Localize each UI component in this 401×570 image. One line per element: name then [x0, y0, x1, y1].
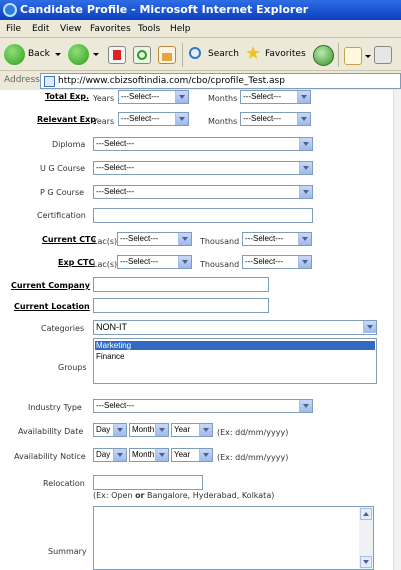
exp-ctc-thousand-select[interactable]: ---Select--- [242, 255, 312, 269]
ug-course-label: U G Course [40, 164, 86, 173]
chevron-down-icon [113, 424, 126, 436]
ug-course-select[interactable]: ---Select--- [93, 161, 313, 175]
search-label: Search [208, 49, 239, 59]
chevron-down-icon [299, 186, 312, 198]
back-label: Back [28, 49, 50, 59]
stop-icon[interactable] [108, 46, 126, 64]
back-arrow-icon [4, 44, 25, 65]
total-exp-months-label: Months [208, 94, 238, 103]
candidate-profile-form [0, 90, 401, 570]
chevron-down-icon [297, 91, 310, 103]
availability-date-year-select[interactable]: Year [171, 423, 213, 437]
menu-view[interactable]: View [60, 24, 82, 34]
chevron-down-icon [199, 424, 212, 436]
chevron-down-icon [299, 162, 312, 174]
forward-arrow-icon [68, 44, 89, 65]
industry-type-label: Industry Type [28, 403, 82, 412]
diploma-label: Diploma [52, 140, 86, 149]
address-input[interactable] [40, 73, 401, 89]
current-ctc-thousand-select[interactable]: ---Select--- [242, 232, 312, 246]
relevant-exp-label: Relevant Exp [37, 115, 97, 124]
chevron-down-icon [178, 233, 191, 245]
industry-type-select[interactable]: ---Select--- [93, 399, 313, 413]
scroll-down-icon[interactable] [360, 556, 372, 568]
favorites-star-icon: ★ [245, 43, 262, 64]
mail-icon[interactable] [344, 47, 362, 65]
chevron-down-icon [298, 233, 311, 245]
chevron-down-icon [363, 321, 376, 333]
chevron-down-icon [298, 256, 311, 268]
toolbar [0, 38, 401, 71]
back-button[interactable] [4, 44, 64, 66]
chevron-down-icon [299, 138, 312, 150]
certification-input[interactable] [93, 208, 313, 223]
availability-date-day-select[interactable]: Day [93, 423, 127, 437]
total-exp-years-label: Years [93, 94, 115, 103]
address-label: Address [4, 75, 40, 85]
address-bar [0, 71, 401, 90]
forward-button[interactable] [68, 44, 98, 66]
summary-scrollbar[interactable] [359, 507, 373, 569]
menu-help[interactable]: Help [170, 24, 191, 34]
exp-ctc-lacs-label: Lac(s) [93, 260, 118, 269]
relevant-exp-months-label: Months [208, 117, 238, 126]
diploma-select[interactable]: ---Select--- [93, 137, 313, 151]
favorites-label: Favorites [265, 49, 306, 59]
scroll-up-icon[interactable] [360, 508, 372, 520]
menu-tools[interactable]: Tools [138, 24, 161, 34]
current-location-label: Current Location [14, 302, 90, 311]
chevron-down-icon [113, 449, 126, 461]
title-bar [0, 0, 401, 20]
page-scrollbar[interactable] [393, 90, 401, 570]
availability-notice-year-select[interactable]: Year [171, 448, 213, 462]
total-exp-months-select[interactable]: ---Select--- [240, 90, 311, 104]
internet-explorer-icon [3, 3, 17, 17]
exp-ctc-thousand-label: Thousand [200, 260, 240, 269]
summary-label: Summary [48, 547, 87, 556]
mail-dropdown-icon[interactable] [365, 55, 371, 58]
address-url: http://www.cbizsoftindia.com/cbo/cprofile_Test.asp [58, 76, 285, 86]
pg-course-select[interactable]: ---Select--- [93, 185, 313, 199]
current-ctc-lacs-select[interactable]: ---Select--- [117, 232, 192, 246]
pg-course-label: P G Course [40, 188, 85, 197]
summary-textarea[interactable] [93, 506, 374, 570]
chevron-down-icon [199, 449, 212, 461]
availability-notice-hint: (Ex: dd/mm/yyyy) [217, 453, 289, 462]
availability-notice-label: Availability Notice [14, 452, 86, 461]
groups-option-marketing[interactable]: Marketing [95, 341, 375, 350]
certification-label: Certification [37, 211, 86, 220]
current-ctc-thousand-label: Thousand [200, 237, 240, 246]
menu-favorites[interactable]: Favorites [90, 24, 131, 34]
home-icon[interactable] [158, 46, 176, 64]
back-dropdown-icon[interactable] [55, 53, 61, 56]
current-ctc-lacs-label: Lac(s) [93, 237, 118, 246]
chevron-down-icon [155, 449, 168, 461]
chevron-down-icon [175, 91, 188, 103]
current-company-input[interactable] [93, 277, 269, 292]
total-exp-label: Total Exp. [45, 92, 90, 101]
relocation-hint: (Ex: Open or Bangalore, Hyderabad, Kolkata) [93, 491, 275, 500]
chevron-down-icon [155, 424, 168, 436]
groups-option-finance[interactable]: Finance [96, 352, 125, 361]
exp-ctc-label: Exp CTC [58, 258, 95, 267]
search-icon [189, 47, 201, 59]
history-icon[interactable] [313, 45, 334, 66]
print-icon[interactable] [374, 46, 392, 64]
chevron-down-icon [175, 113, 188, 125]
relevant-exp-years-label: Years [93, 117, 115, 126]
relevant-exp-months-select[interactable]: ---Select--- [240, 112, 311, 126]
menu-file[interactable]: File [6, 24, 22, 34]
current-location-input[interactable] [93, 298, 269, 313]
relocation-input[interactable] [93, 475, 203, 490]
chevron-down-icon [299, 400, 312, 412]
total-exp-years-select[interactable]: ---Select--- [118, 90, 189, 104]
favorites-button[interactable] [245, 44, 309, 66]
chevron-down-icon [297, 113, 310, 125]
availability-date-hint: (Ex: dd/mm/yyyy) [217, 428, 289, 437]
availability-date-month-select[interactable]: Month [129, 423, 169, 437]
categories-select[interactable]: NON-IT [93, 320, 377, 335]
relevant-exp-years-select[interactable]: ---Select--- [118, 112, 189, 126]
groups-label: Groups [58, 363, 87, 372]
categories-label: Categories [41, 324, 85, 333]
page-icon [44, 76, 55, 87]
current-company-label: Current Company [11, 281, 90, 290]
menu-bar [0, 20, 401, 38]
chevron-down-icon [178, 256, 191, 268]
refresh-icon[interactable] [133, 46, 151, 64]
relocation-label: Relocation [43, 479, 85, 488]
exp-ctc-lacs-select[interactable]: ---Select--- [117, 255, 192, 269]
availability-notice-month-select[interactable]: Month [129, 448, 169, 462]
groups-listbox[interactable] [93, 338, 377, 384]
window-title: Candidate Profile - Microsoft Internet Explorer [20, 3, 309, 16]
search-button[interactable] [188, 44, 240, 66]
menu-edit[interactable]: Edit [32, 24, 50, 34]
availability-notice-day-select[interactable]: Day [93, 448, 127, 462]
current-ctc-label: Current CTC [42, 235, 97, 244]
forward-dropdown-icon[interactable] [93, 53, 99, 56]
availability-date-label: Availability Date [18, 427, 84, 436]
